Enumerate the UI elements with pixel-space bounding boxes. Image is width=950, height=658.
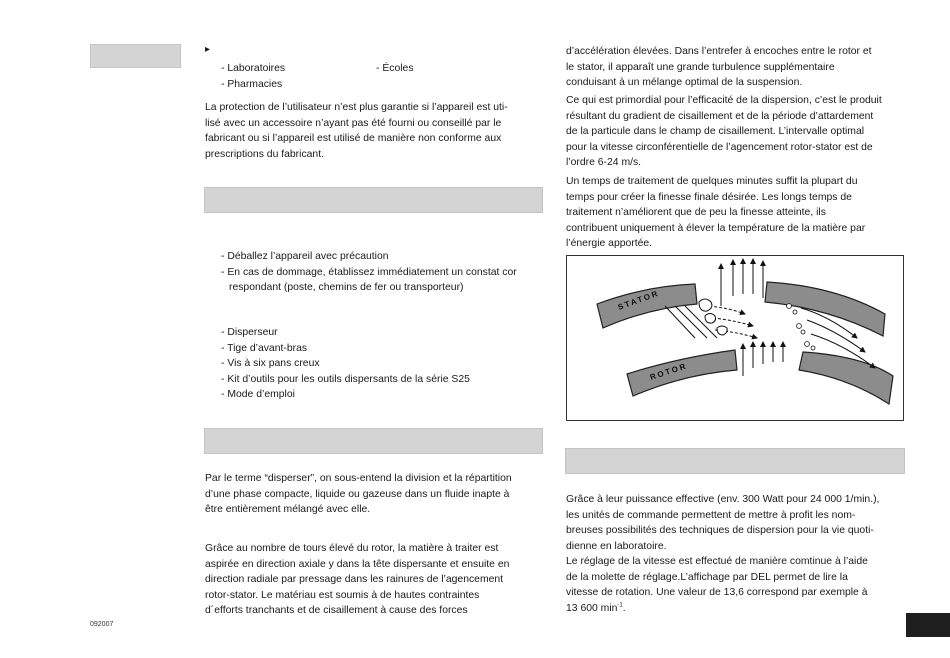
particle (811, 346, 815, 350)
footer-code: 092007 (90, 621, 114, 628)
dispersing-paragraph: Par le terme “disperser”, on sous-entend la division et la répartition d’une phase compacte, liquide ou gazeuse dans un fluide inapte à être entièrement mélangé avec elle. (205, 473, 512, 516)
places-list-col1 (221, 61, 285, 92)
page-tab-marker (906, 613, 950, 637)
acceleration-paragraph: d’accélération élevées. Dans l’entrefer à encoches entre le rotor et le stator, il apparaît une grande turbulence supplémentaire conduisant à un mélange optimal de la suspension. (566, 46, 872, 89)
bullet-arrow-icon: ▸ (205, 44, 211, 55)
list-item: - Mode d’emploi (221, 389, 295, 400)
side-heading-bar (90, 44, 181, 68)
unpacking-list (221, 249, 517, 296)
rotor-label: ROTOR (648, 361, 689, 382)
list-item: - Laboratoires (221, 63, 286, 74)
rotor-stator-diagram (566, 255, 904, 421)
section-heading-bar (204, 428, 543, 454)
particle (705, 314, 716, 324)
list-item: - Tige d’avant-bras (221, 342, 308, 354)
list-item: respondant (poste, chemins de fer ou transporteur) (229, 282, 464, 293)
list-item: - Pharmacies (221, 78, 283, 90)
list-item: - Vis à six pans creux (221, 358, 320, 369)
rotor-paragraph: Grâce au nombre de tours élevé du rotor, la matière à traiter est aspirée en direction axiale y dans la tête dispersante et ensuite en direction radiale par pressage dans les rainures de l’agencement rotor-stator. Le matériau est soumis à de hautes contraintes d´efforts tranchants et de cisaillement à cause des forces (205, 543, 510, 617)
protection-paragraph: La protection de l’utilisateur n’est plus garantie si l’appareil est uti- lisé avec un accessoire n’ayant pas été fourni ou conseillé par le fabricant ou si l’appareil est utilisé de manière non conforme aux prescriptions du fabricant. (205, 102, 508, 160)
particle (787, 304, 792, 309)
stator-label: STATOR (616, 288, 661, 312)
speed-value: 13 600 $\min^{-1}$. (566, 602, 626, 614)
places-list-col2 (376, 61, 414, 77)
list-item: - Écoles (376, 63, 414, 74)
particle (717, 326, 727, 335)
particle (797, 324, 802, 329)
power-paragraph: Grâce à leur puissance effective (env. 300 Watt pour 24 000 1/min.), les unités de commande permettent de mettre à profit les nom- breuses possibilités des techniques de dispersion pour la vie quoti- dienne en laboratoire. (566, 494, 880, 552)
rotor-segment (627, 350, 737, 396)
particle (805, 342, 810, 347)
rotor-segment (799, 352, 893, 404)
section-heading-bar (204, 187, 543, 213)
list-item: - Déballez l’appareil avec précaution (221, 251, 389, 262)
speed-paragraph: Le réglage de la vitesse est effectué de manière comtinue à l’aide de la molette de réglage.L’affichage par DEL permet de lire la vitesse de rotation. Une valeur de 13,6 correspond par exemple à 13 600 $\min^{-1}$. (566, 554, 868, 616)
treatment-paragraph: Un temps de traitement de quelques minutes suffit la plupart du temps pour créer la finesse finale désirée. Les longs temps de traitement n’améliorent que de peu la finesse atteinte, ils contribuent uniquement à élever la température de la matière par l’énergie apportée. (566, 176, 866, 250)
list-item: - En cas de dommage, établissez immédiatement un constat cor (221, 266, 517, 278)
list-item: - Disperseur (221, 327, 278, 338)
particle (801, 330, 805, 334)
rotor-stator-illustration (567, 256, 903, 420)
section-heading-bar (565, 448, 905, 474)
list-item: - Kit d’outils pour les outils dispersants de la série S25 (221, 373, 470, 385)
delivery-list (221, 325, 470, 403)
stator-segment (597, 284, 697, 328)
particle (699, 299, 712, 311)
efficiency-paragraph: Ce qui est primordial pour l’efficacité de la dispersion, c’est le produit résultant du gradient de cisaillement et de la période d’attardement de la particule dans le champ de cisaillement. L’intervalle optimal pour la vitesse circonférentielle de l’agencement rotor-stator est de l’ordre 6-24 m/s. (566, 95, 882, 169)
particle (793, 310, 797, 314)
